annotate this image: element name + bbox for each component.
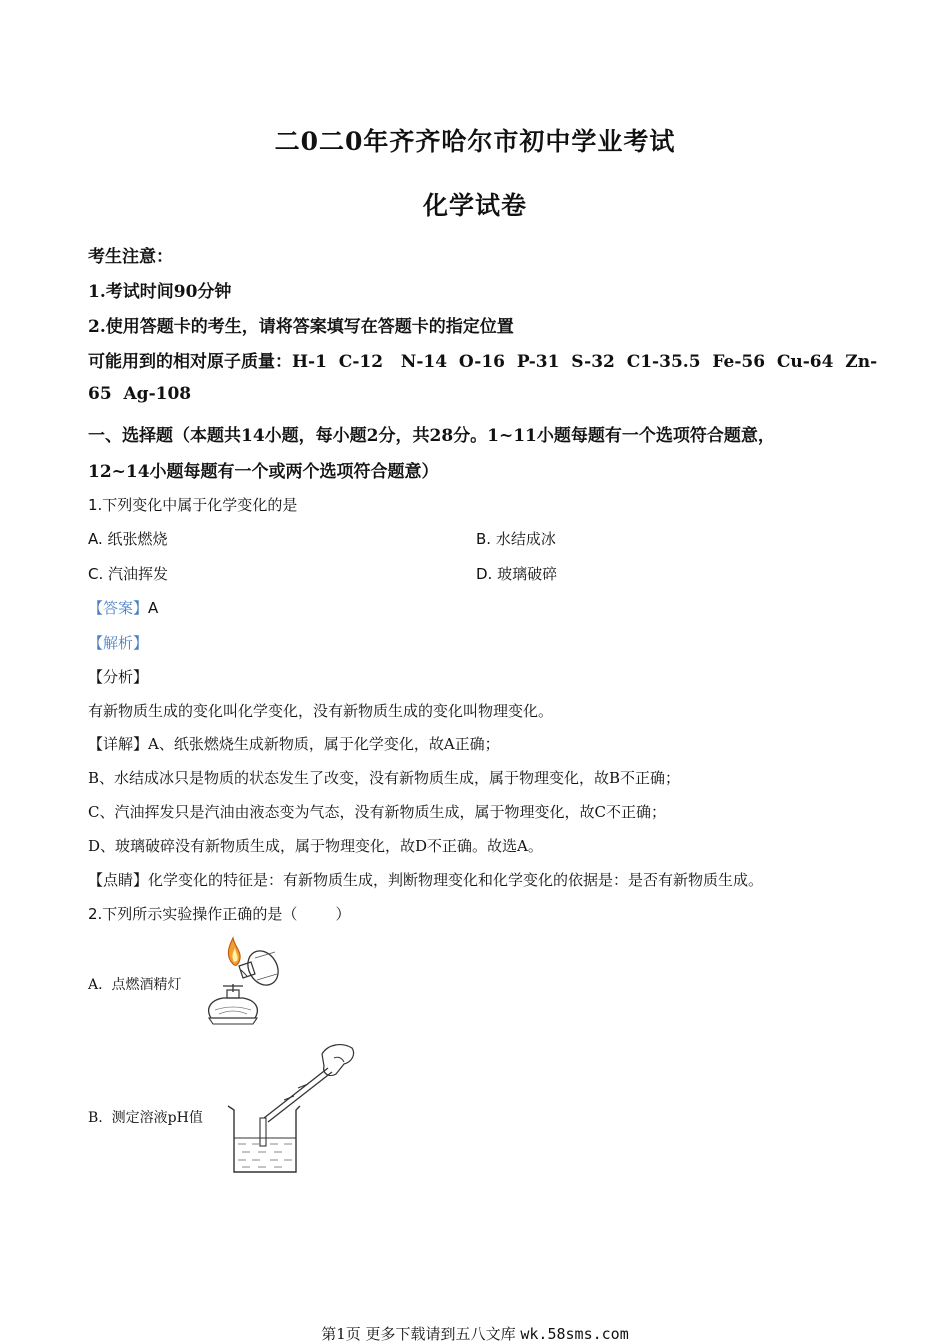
answer-value: A bbox=[148, 599, 159, 617]
detail-a bbox=[88, 733, 500, 754]
beaker-ph-test-icon bbox=[224, 1040, 360, 1176]
section1-heading-line1: 一、选择题（本题共14小题，每小题2分，共28分。1~11小题每题有一个选项符合题意， bbox=[88, 426, 775, 446]
atomic-masses-line2: 65 Ag-108 bbox=[88, 384, 192, 404]
q2-option-a-text: 点燃酒精灯 bbox=[111, 977, 182, 993]
q2-option-b-text: 测定溶液pH值 bbox=[111, 1110, 203, 1126]
section1-heading-line2: 12~14小题每题有一个或两个选项符合题意） bbox=[88, 462, 439, 482]
notice-item-time: 1.考试时间90分钟 bbox=[88, 282, 232, 302]
page-footer bbox=[0, 1323, 950, 1344]
q1-answer bbox=[88, 597, 158, 618]
q1-option-b: B. 水结成冰 bbox=[476, 530, 556, 548]
fenxi-label: 【分析】 bbox=[88, 668, 149, 686]
q1-stem: 1.下列变化中属于化学变化的是 bbox=[88, 496, 298, 514]
q1-option-d: D. 玻璃破碎 bbox=[476, 565, 558, 583]
hand-icon bbox=[322, 1045, 354, 1076]
note-label: 【点睛】 bbox=[88, 871, 149, 889]
q1-option-c: C. 汽油挥发 bbox=[88, 565, 169, 583]
q2-option-b bbox=[88, 1107, 203, 1127]
footer-site-link[interactable]: wk.58sms.com bbox=[520, 1325, 629, 1343]
fenxi-text: 有新物质生成的变化叫化学变化，没有新物质生成的变化叫物理变化。 bbox=[88, 702, 554, 720]
notice-heading: 考生注意： bbox=[88, 247, 173, 267]
q1-option-a: A. 纸张燃烧 bbox=[88, 530, 168, 548]
detail-d: D、玻璃破碎没有新物质生成，属于物理变化，故D不正确。故选A。 bbox=[88, 837, 543, 855]
detail-c: C、汽油挥发只是汽油由液态变为气态，没有新物质生成，属于物理变化，故C不正确； bbox=[88, 803, 666, 821]
detail-b: B、水结成冰只是物质的状态发生了改变，没有新物质生成，属于物理变化，故B不正确； bbox=[88, 769, 681, 787]
analysis-label: 【解析】 bbox=[88, 634, 149, 652]
notice-item-answer-card: 2.使用答题卡的考生，请将答案填写在答题卡的指定位置 bbox=[88, 317, 514, 337]
q2-stem: 2.下列所示实验操作正确的是（ ） bbox=[88, 905, 351, 923]
note bbox=[88, 869, 763, 890]
page-title: 二0二0年齐齐哈尔市初中学业考试 bbox=[274, 127, 676, 156]
q2-option-a-letter: A. bbox=[88, 977, 103, 993]
answer-label: 【答案】 bbox=[88, 599, 149, 617]
alcohol-lamp-lighting-icon bbox=[195, 934, 290, 1030]
detail-label: 【详解】 bbox=[88, 735, 149, 753]
q2-option-a bbox=[88, 974, 181, 994]
atomic-masses-line1: 可能用到的相对原子质量：H-1 C-12 N-14 O-16 P-31 S-32 C1-35.5 Fe-56 Cu-64 Zn- bbox=[88, 352, 878, 372]
detail-a-text: A、纸张燃烧生成新物质，属于化学变化，故A正确； bbox=[148, 735, 500, 753]
note-text: 化学变化的特征是：有新物质生成，判断物理变化和化学变化的依据是：是否有新物质生成。 bbox=[148, 871, 764, 889]
footer-page-text: 第1页 更多下载请到五八文库 bbox=[321, 1325, 516, 1343]
q2-option-b-letter: B. bbox=[88, 1110, 103, 1126]
page-subtitle: 化学试卷 bbox=[422, 191, 527, 220]
